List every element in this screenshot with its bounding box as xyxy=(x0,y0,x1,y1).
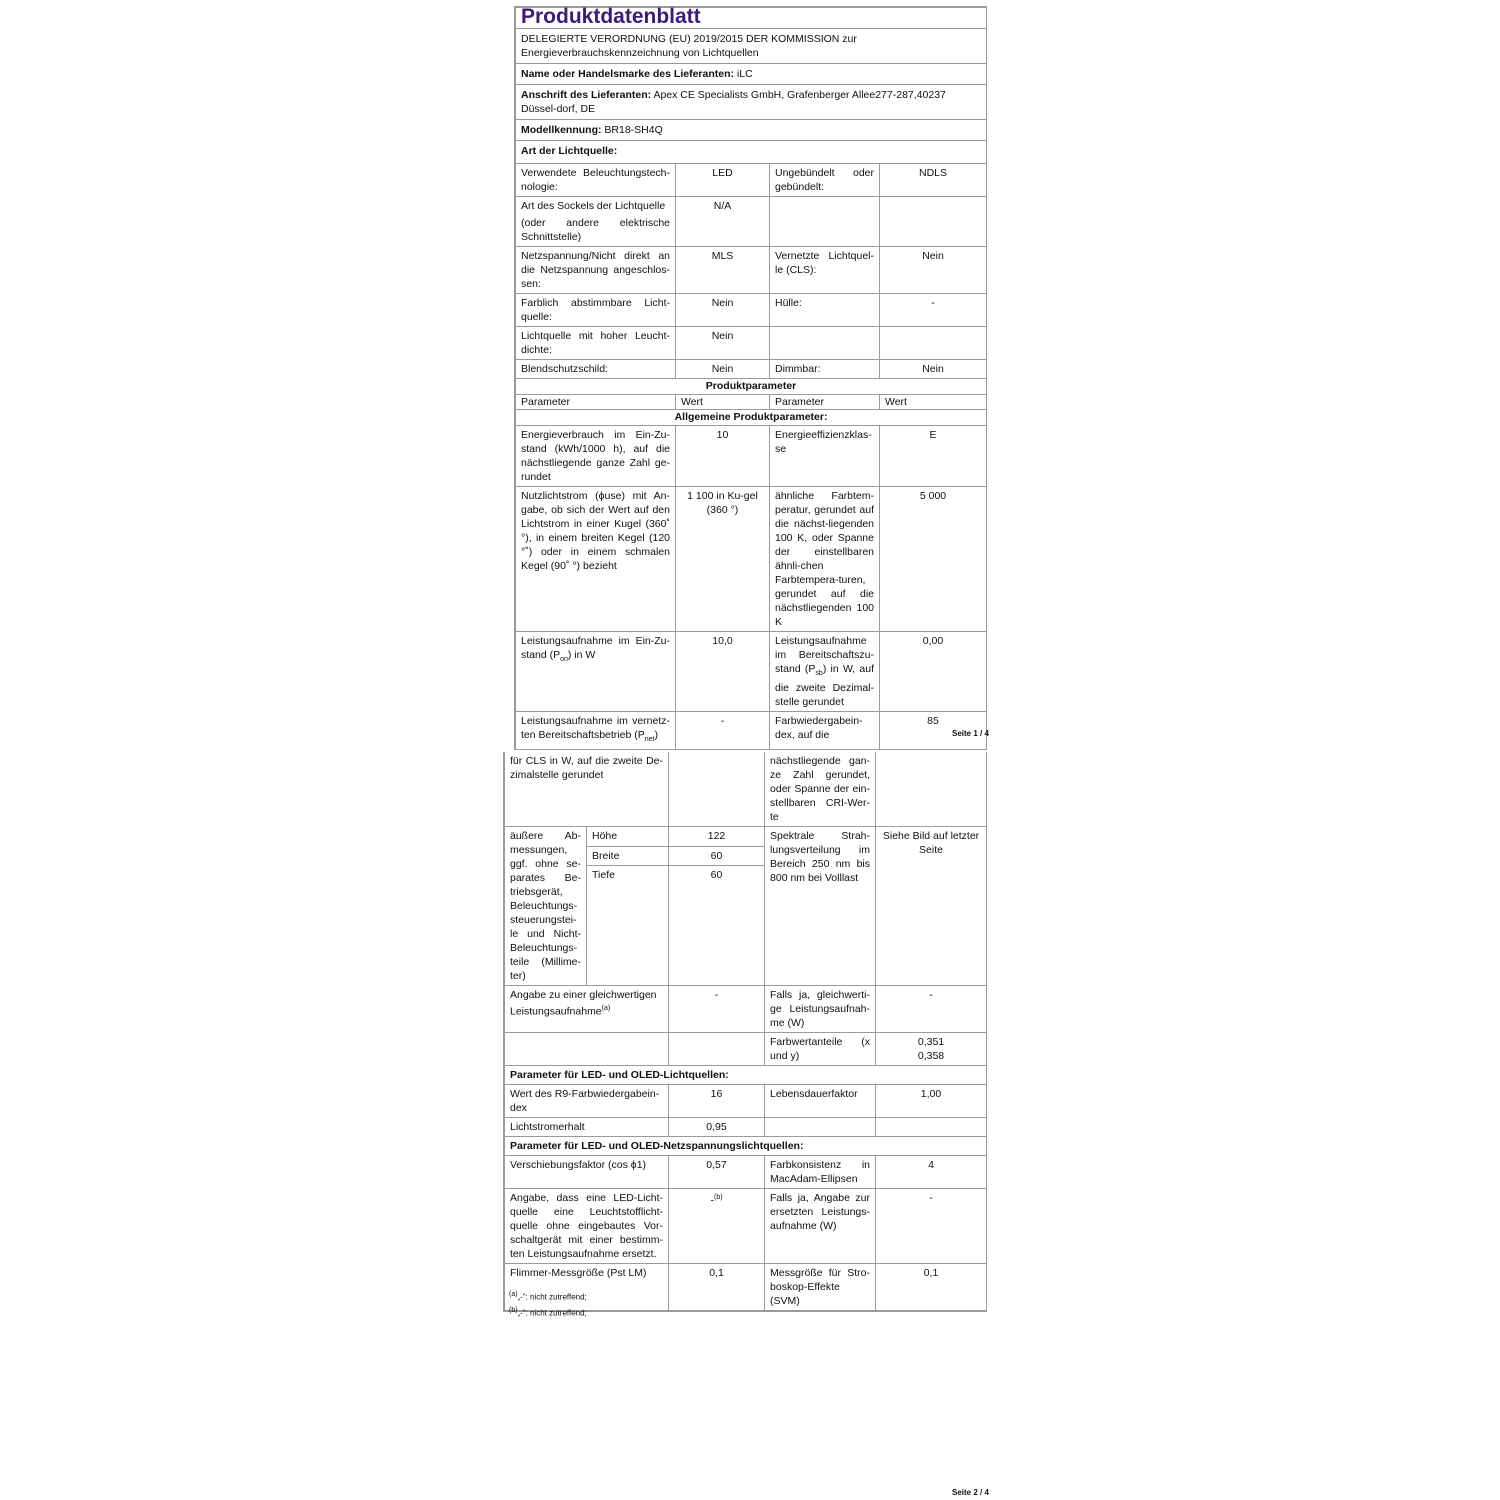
col-param-header: Parameter xyxy=(516,395,676,410)
dpf-label: Verschiebungsfaktor (cos ϕ1) xyxy=(505,1156,669,1189)
footnote-a xyxy=(509,1289,587,1304)
mains-params-heading: Parameter für LED- und OLED-Netzspannungslichtquellen: xyxy=(505,1137,987,1156)
life-label: Lebensdauerfaktor xyxy=(765,1085,876,1118)
type-value: Nein xyxy=(880,360,987,379)
supplier-name-label: Name oder Handelsmarke des Lieferanten: xyxy=(521,68,734,80)
dpf-value: 0,57 xyxy=(669,1156,765,1189)
type-label: Blendschutzschild: xyxy=(516,360,676,379)
type-row xyxy=(516,294,987,327)
footnote-b-mark: (b) xyxy=(509,1307,518,1314)
datasheet-page-2 xyxy=(503,752,987,1312)
supplier-address-row xyxy=(516,85,987,120)
model-value: BR18-SH4Q xyxy=(604,124,663,136)
dims-row xyxy=(505,827,987,847)
cri-value: 85 xyxy=(880,712,987,750)
chrom-label: Farbwertanteile (x und y) xyxy=(765,1033,876,1066)
flux-value: 1 100 in Ku-gel (360 °) xyxy=(676,487,770,632)
lm-value: 0,95 xyxy=(669,1118,765,1137)
pnet-label xyxy=(516,712,676,750)
pnet-label-text: Leistungsaufnahme im vernetz-ten Bereitschaftsbetrieb (P xyxy=(521,715,670,742)
regulation-text: DELEGIERTE VERORDNUNG (EU) 2019/2015 DER KOMMISSION zur Energieverbrauchskennzeichnung von Lichtquellen xyxy=(516,29,987,64)
param-row xyxy=(516,426,987,487)
datasheet-page-1 xyxy=(514,6,987,750)
repl-value xyxy=(669,1189,765,1264)
footnote-b-text: „-“: nicht zutreffend; xyxy=(517,1308,587,1318)
type-row xyxy=(516,360,987,379)
depth-label: Tiefe xyxy=(587,866,669,986)
footnote-a-mark: (a) xyxy=(509,1291,518,1298)
led-params-heading: Parameter für LED- und OLED-Lichtquellen: xyxy=(505,1066,987,1085)
footnote-ref-b: (b) xyxy=(713,1194,723,1201)
empty-cell xyxy=(669,752,765,827)
general-params-heading: Allgemeine Produktparameter: xyxy=(516,410,987,426)
page-number-2: Seite 2 / 4 xyxy=(952,1488,989,1497)
type-value: Nein xyxy=(676,294,770,327)
eec-value: E xyxy=(880,426,987,487)
repl-label: Angabe, dass eine LED-Licht-quelle eine Leuchtstofflicht-quelle ohne eingebautes Vor-schaltgerät mit einer bestimm-ten Leistungsaufnahme ersetzt. xyxy=(505,1189,669,1264)
type-value: N/A xyxy=(676,197,770,247)
macadam-label: Farbkonsistenz in MacAdam-Ellipsen xyxy=(765,1156,876,1189)
r9-value: 16 xyxy=(669,1085,765,1118)
repl2-value: - xyxy=(876,1189,987,1264)
type-label xyxy=(770,327,880,360)
pnet-label-close: ) xyxy=(654,729,658,742)
param-row xyxy=(516,632,987,712)
energy-label: Energieverbrauch im Ein-Zu-stand (kWh/1000 h), auf die nächstliegende ganze Zahl ge-rundet xyxy=(516,426,676,487)
svm-value: 0,1 xyxy=(876,1264,987,1311)
type-value: - xyxy=(880,294,987,327)
type-row xyxy=(516,247,987,294)
page1-table xyxy=(515,7,987,749)
cap-label: Art des Sockels der Lichtquelle xyxy=(521,200,666,212)
dims-label: äußere Ab-messungen, ggf. ohne se-parates Be-triebsgerät, Beleuchtungs-steuerungstei-le und Nicht-Beleuchtungs-teile (Millime-ter) xyxy=(505,827,587,986)
flicker-value: 0,1 xyxy=(669,1264,765,1311)
chrom-x: 0,351 xyxy=(917,1036,945,1048)
type-value: Nein xyxy=(676,360,770,379)
param-row xyxy=(505,986,987,1033)
type-label xyxy=(516,197,676,247)
pnet-value: - xyxy=(676,712,770,750)
page-title: Produktdatenblatt xyxy=(516,8,987,29)
param-row xyxy=(505,1118,987,1137)
empty-cell xyxy=(505,1033,669,1066)
psb-value: 0,00 xyxy=(880,632,987,712)
svm-label: Messgröße für Stro-boskop-Effekte (SVM) xyxy=(765,1264,876,1311)
flicker-label: Flimmer-Messgröße (Pst LM) xyxy=(505,1264,669,1311)
type-label: Ungebündelt oder gebündelt: xyxy=(770,164,880,197)
macadam-value: 4 xyxy=(876,1156,987,1189)
model-label: Modellkennung: xyxy=(521,124,602,136)
type-label: Dimmbar: xyxy=(770,360,880,379)
psb-subscript: sb xyxy=(815,670,823,678)
pnet-label-cont: für CLS in W, auf die zweite De-zimalstelle gerundet xyxy=(505,752,669,827)
footnote-a-text: „-“: nicht zutreffend; xyxy=(517,1292,587,1302)
lm-label: Lichtstromerhalt xyxy=(505,1118,669,1137)
empty-cell xyxy=(876,752,987,827)
width-value: 60 xyxy=(669,846,765,866)
height-value: 122 xyxy=(669,827,765,847)
pon-label xyxy=(516,632,676,712)
psb-label-text: Leistungsaufnahme im Bereitschaftszu-stand (P xyxy=(775,635,874,675)
footnote-ref-a: (a) xyxy=(601,1005,611,1012)
title-row xyxy=(516,8,987,29)
col-value-header: Wert xyxy=(880,395,987,410)
type-label: Farblich abstimmbare Licht-quelle: xyxy=(516,294,676,327)
depth-value: 60 xyxy=(669,866,765,986)
equiv-label-text: Angabe zu einer gleichwertigen Leistungsaufnahme xyxy=(510,989,657,1018)
empty-cell xyxy=(669,1033,765,1066)
psb-label-unit: ) in W, auf die zweite Dezimal-stelle gerundet xyxy=(775,663,875,709)
type-value xyxy=(880,197,987,247)
pon-value: 10,0 xyxy=(676,632,770,712)
equiv-label xyxy=(505,986,669,1033)
type-value: NDLS xyxy=(880,164,987,197)
spd-value: Siehe Bild auf letzter Seite xyxy=(876,827,987,986)
empty-cell xyxy=(765,1118,876,1137)
type-label: Verwendete Beleuchtungstech-nologie: xyxy=(516,164,676,197)
supplier-name-value: iLC xyxy=(736,68,753,80)
chrom-value xyxy=(876,1033,987,1066)
energy-value: 10 xyxy=(676,426,770,487)
light-source-type-heading: Art der Lichtquelle: xyxy=(516,141,987,164)
supplier-address-value: Apex CE Specialists GmbH, Grafenberger Allee277-287,40237 Düssel-dorf, DE xyxy=(521,89,946,115)
model-row xyxy=(516,120,987,141)
supplier-address-label: Anschrift des Lieferanten: xyxy=(521,89,652,101)
type-row xyxy=(516,197,987,247)
cri-label-cont: nächstliegende gan-ze Zahl gerundet, oder Spanne der ein-stellbaren CRI-Wer-te xyxy=(765,752,876,827)
type-value: LED xyxy=(676,164,770,197)
cap-label-sub: (oder andere elektrische Schnittstelle) xyxy=(521,217,670,243)
cct-label: ähnliche Farbtem-peratur, gerundet auf die nächst-liegenden 100 K, oder Spanne der einstellbaren ähnli-chen Farbtempera-turen, gerundet auf die nächstliegenden 100 K xyxy=(770,487,880,632)
empty-cell xyxy=(876,1118,987,1137)
repl2-label: Falls ja, Angabe zur ersetzten Leistungs-aufnahme (W) xyxy=(765,1189,876,1264)
spd-label: Spektrale Strah-lungsverteilung im Bereich 250 nm bis 800 nm bei Volllast xyxy=(765,827,876,986)
equiv2-value: - xyxy=(876,986,987,1033)
product-params-heading: Produktparameter xyxy=(516,379,987,395)
page-number-1: Seite 1 / 4 xyxy=(952,729,989,738)
eec-label: Energieeffizienzklas-se xyxy=(770,426,880,487)
type-label: Vernetzte Lichtquel-le (CLS): xyxy=(770,247,880,294)
param-row xyxy=(516,487,987,632)
flux-label: Nutzlichtstrom (ϕuse) mit An-gabe, ob sich der Wert auf den Lichtstrom in einer Kugel (360˚ °), in einem breiten Kegel (120 °˚) oder in einem schmalen Kegel (90˚ °) bezieht xyxy=(516,487,676,632)
equiv2-label: Falls ja, gleichwerti-ge Leistungsaufnah-me (W) xyxy=(765,986,876,1033)
type-value: Nein xyxy=(676,327,770,360)
pnet-subscript: net xyxy=(644,736,655,744)
type-value: Nein xyxy=(880,247,987,294)
pon-label-unit: ) in W xyxy=(567,649,596,661)
type-row xyxy=(516,164,987,197)
footnote-b xyxy=(509,1305,587,1320)
param-row xyxy=(505,1085,987,1118)
pon-subscript: on xyxy=(560,656,568,664)
r9-label: Wert des R9-Farbwiedergabein-dex xyxy=(505,1085,669,1118)
param-row xyxy=(505,1189,987,1264)
type-label: Lichtquelle mit hoher Leucht-dichte: xyxy=(516,327,676,360)
param-row xyxy=(516,712,987,750)
height-label: Höhe xyxy=(587,827,669,847)
repl-value-text: - xyxy=(710,1194,714,1207)
chrom-y: 0,358 xyxy=(917,1050,945,1062)
col-param-header: Parameter xyxy=(770,395,880,410)
column-header-row xyxy=(516,395,987,410)
equiv-value: - xyxy=(669,986,765,1033)
param-row xyxy=(505,1156,987,1189)
type-row xyxy=(516,327,987,360)
type-label: Hülle: xyxy=(770,294,880,327)
psb-label xyxy=(770,632,880,712)
cct-value: 5 000 xyxy=(880,487,987,632)
param-row xyxy=(505,1033,987,1066)
page2-table xyxy=(504,752,987,1311)
pon-label-text: Leistungsaufnahme im Ein-Zu-stand (P xyxy=(521,635,670,661)
life-value: 1,00 xyxy=(876,1085,987,1118)
param-row xyxy=(505,752,987,827)
col-value-header: Wert xyxy=(676,395,770,410)
type-label xyxy=(770,197,880,247)
width-label: Breite xyxy=(587,846,669,866)
type-value: MLS xyxy=(676,247,770,294)
cri-label: Farbwiedergabein-dex, auf die xyxy=(770,712,880,750)
supplier-name-row xyxy=(516,64,987,85)
type-value xyxy=(880,327,987,360)
type-label: Netzspannung/Nicht direkt an die Netzspannung angeschlos-sen: xyxy=(516,247,676,294)
